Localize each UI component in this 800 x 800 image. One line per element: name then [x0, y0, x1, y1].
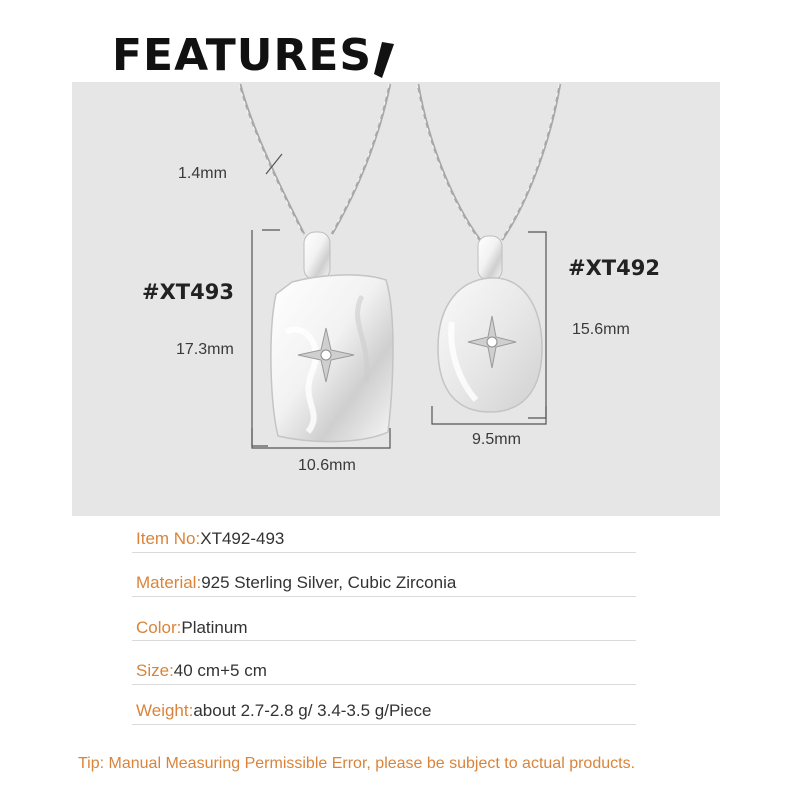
width-label-xt492: 9.5mm	[472, 431, 521, 448]
features-headline: FEATURES	[112, 30, 373, 81]
spec-divider	[132, 684, 636, 685]
chain-right	[418, 84, 560, 240]
spec-row-size: Size:40 cm+5 cm	[136, 661, 267, 680]
spec-divider	[132, 552, 636, 553]
measurement-tip: Tip: Manual Measuring Permissible Error, please be subject to actual products.	[78, 755, 636, 772]
model-code-xt492: #XT492	[568, 256, 660, 280]
spec-row-weight: Weight:about 2.7-2.8 g/ 3.4-3.5 g/Piece	[136, 701, 432, 720]
height-label-xt492: 15.6mm	[572, 321, 630, 338]
spec-divider	[132, 596, 636, 597]
spec-divider	[132, 724, 636, 725]
spec-row-color: Color:Platinum	[136, 618, 248, 637]
chain-left	[240, 84, 390, 234]
spec-row-item-no: Item No:XT492-493	[136, 529, 285, 548]
height-label-xt493: 17.3mm	[176, 341, 234, 358]
chain-thickness-label: 1.4mm	[178, 165, 227, 182]
spec-row-material: Material:925 Sterling Silver, Cubic Zirconia	[136, 573, 457, 592]
model-code-xt493: #XT493	[142, 280, 234, 304]
width-label-xt493: 10.6mm	[298, 457, 356, 474]
product-photo	[72, 82, 720, 516]
pen-slash-icon	[372, 40, 396, 80]
spec-divider	[132, 640, 636, 641]
